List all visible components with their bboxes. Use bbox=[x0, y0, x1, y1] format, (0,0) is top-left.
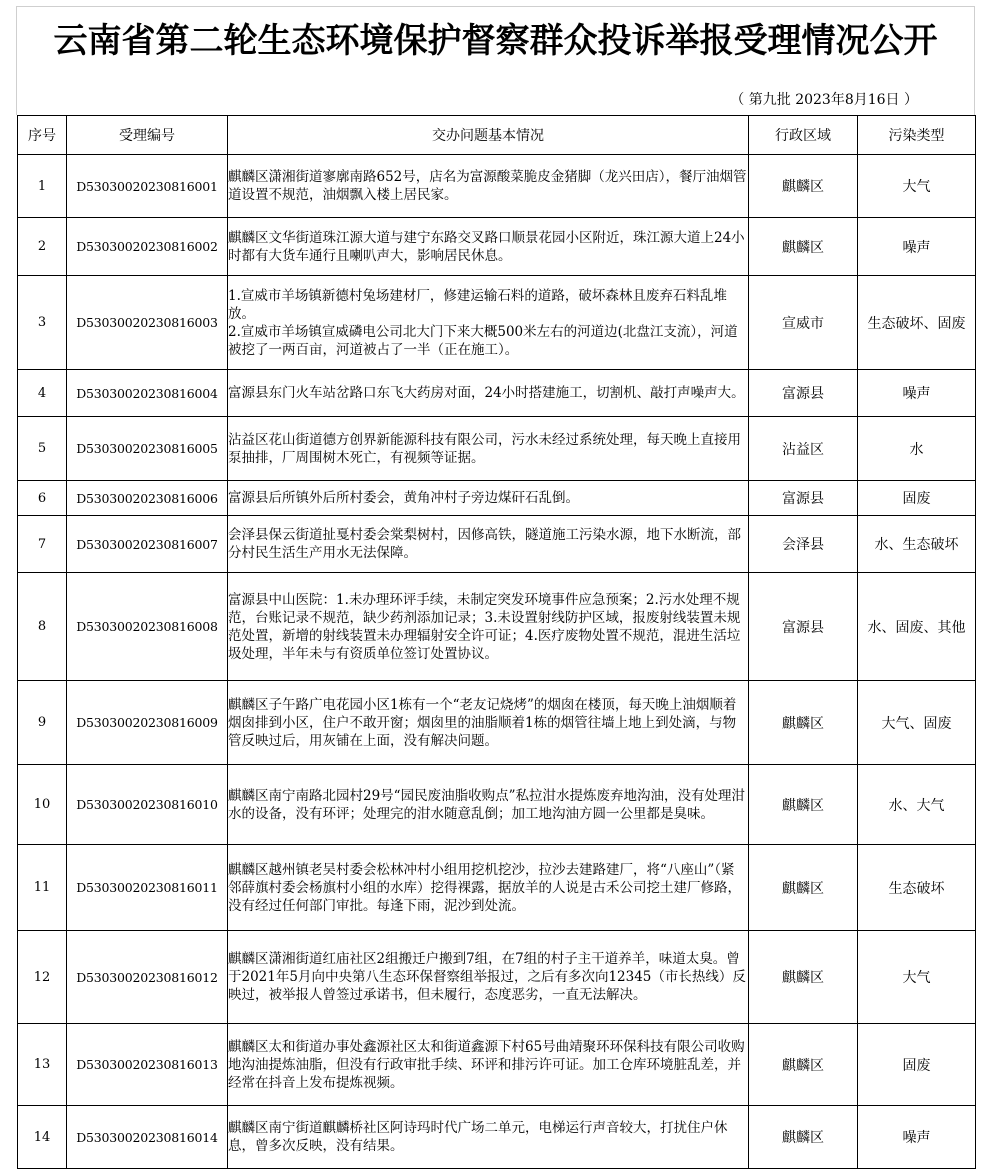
table-row bbox=[18, 276, 976, 370]
row-type: 噪声 bbox=[858, 218, 976, 276]
row-desc: 麒麟区太和街道办事处鑫源社区太和街道鑫源下村65号曲靖聚环环保科技有限公司收购地沟油提炼油脂，但没有行政审批手续、环评和排污许可证。加工仓库环境脏乱差，并经常在抖音上发布提炼视频。 bbox=[228, 1024, 749, 1106]
row-type: 大气 bbox=[858, 155, 976, 218]
row-type: 噪声 bbox=[858, 370, 976, 417]
page-title: 云南省第二轮生态环境保护督察群众投诉举报受理情况公开 bbox=[53, 21, 938, 61]
row-no: 14 bbox=[18, 1106, 67, 1169]
table-header-row bbox=[18, 116, 976, 155]
row-no: 13 bbox=[18, 1024, 67, 1106]
table-row bbox=[18, 155, 976, 218]
row-desc: 富源县后所镇外后所村委会，黄角冲村子旁边煤矸石乱倒。 bbox=[228, 481, 749, 516]
row-no: 2 bbox=[18, 218, 67, 276]
row-desc: 麒麟区文华街道珠江源大道与建宁东路交叉路口顺景花园小区附近，珠江源大道上24小时都有大货车通行且喇叭声大，影响居民休息。 bbox=[228, 218, 749, 276]
row-id: D53030020230816005 bbox=[67, 417, 228, 481]
row-desc: 麒麟区越州镇老吴村委会松林冲村小组用挖机挖沙，拉沙去建路建厂，将“八座山”（紧邻薛旗村委会杨旗村小组的水库）挖得裸露，据放羊的人说是古禾公司挖土建厂修路，没有经过任何部门审批。每逢下雨，泥沙到处流。 bbox=[228, 845, 749, 931]
col-header-area: 行政区域 bbox=[749, 116, 858, 155]
table-row bbox=[18, 1024, 976, 1106]
complaint-table bbox=[17, 115, 976, 1169]
row-desc: 麒麟区潇湘街道寥廓南路652号，店名为富源酸菜脆皮金猪脚（龙兴田店），餐厅油烟管道设置不规范，油烟飘入楼上居民家。 bbox=[228, 155, 749, 218]
row-no: 1 bbox=[18, 155, 67, 218]
table-row bbox=[18, 417, 976, 481]
table-row bbox=[18, 218, 976, 276]
row-desc: 麒麟区南宁南路北园村29号“园民废油脂收购点”私拉泔水提炼废弃地沟油，没有处理泔水的设备，没有环评；处理完的泔水随意乱倒；加工地沟油方圆一公里都是臭味。 bbox=[228, 765, 749, 845]
row-area: 麒麟区 bbox=[749, 1024, 858, 1106]
row-type: 固废 bbox=[858, 481, 976, 516]
row-no: 4 bbox=[18, 370, 67, 417]
table-row bbox=[18, 370, 976, 417]
row-no: 8 bbox=[18, 573, 67, 681]
row-type: 固废 bbox=[858, 1024, 976, 1106]
table-row bbox=[18, 931, 976, 1024]
col-header-desc: 交办问题基本情况 bbox=[228, 116, 749, 155]
row-id: D53030020230816004 bbox=[67, 370, 228, 417]
col-header-type: 污染类型 bbox=[858, 116, 976, 155]
row-area: 富源县 bbox=[749, 370, 858, 417]
row-no: 9 bbox=[18, 681, 67, 765]
row-type: 生态破坏、固废 bbox=[858, 276, 976, 370]
row-desc: 沾益区花山街道德方创界新能源科技有限公司，污水未经过系统处理，每天晚上直接用泵抽排，厂周围树木死亡，有视频等证据。 bbox=[228, 417, 749, 481]
row-area: 富源县 bbox=[749, 573, 858, 681]
row-desc: 麒麟区潇湘街道红庙社区2组搬迁户搬到7组，在7组的村子主干道养羊，味道太臭。曾于2021年5月向中央第八生态环保督察组举报过，之后有多次向12345（市长热线）反映过，被举报人曾签过承诺书，但未履行，态度恶劣，一直无法解决。 bbox=[228, 931, 749, 1024]
row-desc: 会泽县保云街道扯戛村委会棠梨树村，因修高铁，隧道施工污染水源，地下水断流，部分村民生活生产用水无法保障。 bbox=[228, 516, 749, 573]
row-no: 6 bbox=[18, 481, 67, 516]
row-area: 麒麟区 bbox=[749, 155, 858, 218]
row-desc: 麒麟区子午路广电花园小区1栋有一个“老友记烧烤”的烟囱在楼顶，每天晚上油烟顺着烟囱排到小区，住户不敢开窗；烟囱里的油脂顺着1栋的烟管往墙上地上到处滴，与物管反映过后，用灰铺在上面，没有解决问题。 bbox=[228, 681, 749, 765]
row-id: D53030020230816009 bbox=[67, 681, 228, 765]
row-desc: 富源县东门火车站岔路口东飞大药房对面，24小时搭建施工，切割机、敲打声噪声大。 bbox=[228, 370, 749, 417]
row-area: 麒麟区 bbox=[749, 1106, 858, 1169]
row-area: 会泽县 bbox=[749, 516, 858, 573]
row-area: 麒麟区 bbox=[749, 765, 858, 845]
table-row bbox=[18, 1106, 976, 1169]
row-id: D53030020230816012 bbox=[67, 931, 228, 1024]
row-area: 麒麟区 bbox=[749, 845, 858, 931]
row-area: 沾益区 bbox=[749, 417, 858, 481]
row-id: D53030020230816007 bbox=[67, 516, 228, 573]
row-no: 11 bbox=[18, 845, 67, 931]
row-desc: 麒麟区南宁街道麒麟桥社区阿诗玛时代广场二单元，电梯运行声音较大，打扰住户休息，曾多次反映，没有结果。 bbox=[228, 1106, 749, 1169]
row-id: D53030020230816014 bbox=[67, 1106, 228, 1169]
row-type: 大气、固废 bbox=[858, 681, 976, 765]
row-area: 宣威市 bbox=[749, 276, 858, 370]
row-id: D53030020230816010 bbox=[67, 765, 228, 845]
row-no: 3 bbox=[18, 276, 67, 370]
table-row bbox=[18, 481, 976, 516]
row-id: D53030020230816003 bbox=[67, 276, 228, 370]
row-type: 水、大气 bbox=[858, 765, 976, 845]
row-no: 5 bbox=[18, 417, 67, 481]
row-id: D53030020230816002 bbox=[67, 218, 228, 276]
row-area: 麒麟区 bbox=[749, 931, 858, 1024]
row-type: 水、生态破坏 bbox=[858, 516, 976, 573]
table-row bbox=[18, 765, 976, 845]
row-id: D53030020230816006 bbox=[67, 481, 228, 516]
title-area bbox=[16, 6, 975, 115]
row-id: D53030020230816013 bbox=[67, 1024, 228, 1106]
row-type: 水、固废、其他 bbox=[858, 573, 976, 681]
row-type: 生态破坏 bbox=[858, 845, 976, 931]
row-type: 大气 bbox=[858, 931, 976, 1024]
col-header-id: 受理编号 bbox=[67, 116, 228, 155]
batch-date: （ 第九批 2023年8月16日 ） bbox=[730, 92, 918, 108]
col-header-no: 序号 bbox=[18, 116, 67, 155]
row-desc: 1.宣威市羊场镇新德村兔场建材厂，修建运输石料的道路，破坏森林且废弃石料乱堆放。 2.宣威市羊场镇宣威磷电公司北大门下来大概500米左右的河道边(北盘江支流），河道被挖了一两百亩，河道被占了一半（正在施工）。 bbox=[228, 276, 749, 370]
row-type: 噪声 bbox=[858, 1106, 976, 1169]
row-type: 水 bbox=[858, 417, 976, 481]
table-row bbox=[18, 573, 976, 681]
row-id: D53030020230816011 bbox=[67, 845, 228, 931]
table-row bbox=[18, 516, 976, 573]
row-area: 麒麟区 bbox=[749, 681, 858, 765]
row-area: 麒麟区 bbox=[749, 218, 858, 276]
row-no: 12 bbox=[18, 931, 67, 1024]
row-no: 10 bbox=[18, 765, 67, 845]
row-desc: 富源县中山医院：1.未办理环评手续，未制定突发环境事件应急预案；2.污水处理不规范，台账记录不规范，缺少药剂添加记录；3.未设置射线防护区域，报废射线装置未规范处置，新增的射线装置未办理辐射安全许可证；4.医疗废物处置不规范，混进生活垃圾处理，半年未与有资质单位签订处置协议。 bbox=[228, 573, 749, 681]
row-area: 富源县 bbox=[749, 481, 858, 516]
table-row bbox=[18, 681, 976, 765]
row-id: D53030020230816001 bbox=[67, 155, 228, 218]
row-no: 7 bbox=[18, 516, 67, 573]
table-row bbox=[18, 845, 976, 931]
row-id: D53030020230816008 bbox=[67, 573, 228, 681]
